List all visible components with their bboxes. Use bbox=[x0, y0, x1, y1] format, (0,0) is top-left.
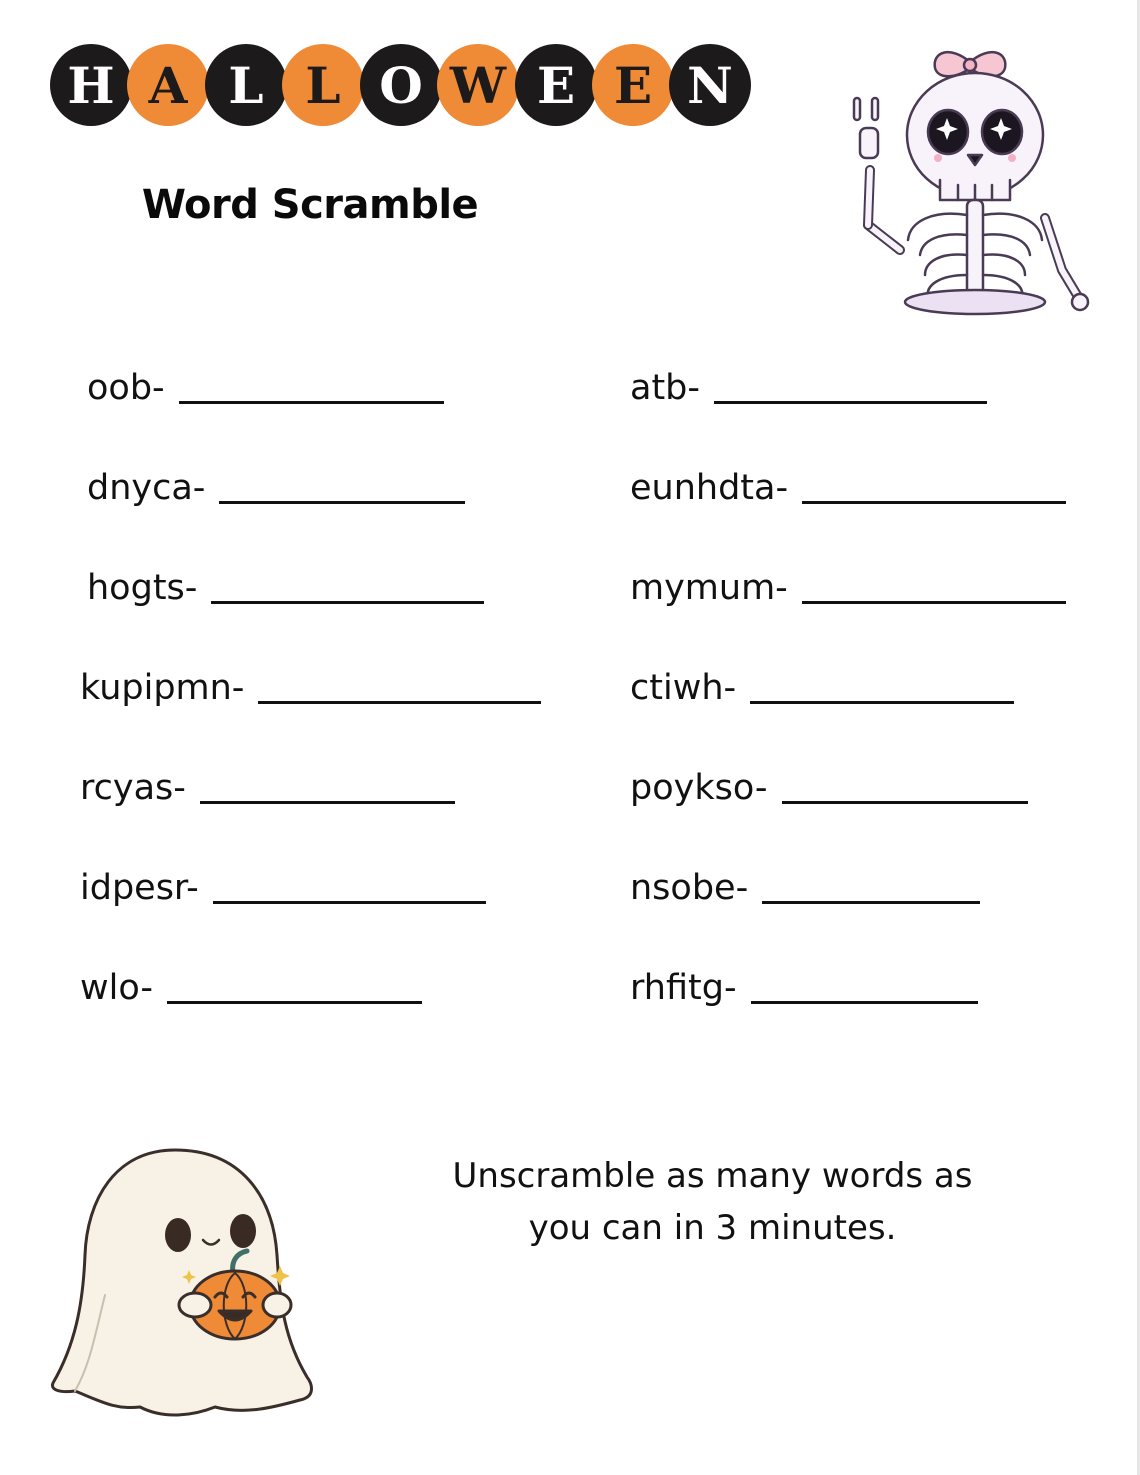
answer-line[interactable] bbox=[802, 601, 1066, 604]
scramble-word: wlo- bbox=[80, 968, 154, 1008]
scramble-word: nsobe- bbox=[630, 868, 749, 908]
title-letter: A bbox=[127, 44, 209, 126]
answer-line[interactable] bbox=[219, 501, 465, 504]
instruction-line: you can in 3 minutes. bbox=[528, 1208, 897, 1248]
scramble-item bbox=[87, 458, 465, 508]
scramble-item bbox=[630, 358, 987, 408]
scramble-word: dnyca- bbox=[87, 468, 206, 508]
scramble-item bbox=[630, 558, 1066, 608]
scramble-word: idpesr- bbox=[80, 868, 199, 908]
title-letter: N bbox=[669, 44, 751, 126]
scramble-item bbox=[87, 558, 484, 608]
title-letter: W bbox=[437, 44, 519, 126]
title-letter: E bbox=[592, 44, 674, 126]
answer-line[interactable] bbox=[802, 501, 1066, 504]
title-letter: E bbox=[515, 44, 597, 126]
answer-line[interactable] bbox=[258, 701, 541, 704]
scramble-word: ctiwh- bbox=[630, 668, 737, 708]
scramble-item bbox=[80, 658, 541, 708]
scramble-item bbox=[80, 858, 486, 908]
scramble-item bbox=[630, 958, 978, 1008]
answer-line[interactable] bbox=[179, 401, 444, 404]
answer-line[interactable] bbox=[200, 801, 455, 804]
scramble-item bbox=[87, 358, 444, 408]
scramble-word: kupipmn- bbox=[80, 668, 245, 708]
scramble-item bbox=[80, 958, 422, 1008]
page-subtitle: Word Scramble bbox=[141, 182, 479, 228]
scramble-word: rcyas- bbox=[80, 768, 186, 808]
scramble-item bbox=[630, 658, 1014, 708]
scramble-word: mymum- bbox=[630, 568, 788, 608]
scramble-item bbox=[630, 858, 980, 908]
scramble-item bbox=[630, 458, 1066, 508]
scramble-word: hogts- bbox=[87, 568, 198, 608]
scramble-word: oob- bbox=[87, 368, 165, 408]
title-letter: L bbox=[282, 44, 364, 126]
answer-line[interactable] bbox=[782, 801, 1028, 804]
halloween-title bbox=[50, 44, 750, 126]
scramble-word: rhfitg- bbox=[630, 968, 737, 1008]
answer-line[interactable] bbox=[714, 401, 987, 404]
scramble-word: atb- bbox=[630, 368, 701, 408]
skeleton-illustration bbox=[840, 40, 1100, 320]
answer-line[interactable] bbox=[213, 901, 486, 904]
answer-line[interactable] bbox=[167, 1001, 422, 1004]
title-letter: O bbox=[360, 44, 442, 126]
title-letter: L bbox=[205, 44, 287, 126]
instructions bbox=[420, 1150, 1005, 1254]
scramble-word: eunhdta- bbox=[630, 468, 789, 508]
scramble-item bbox=[80, 758, 455, 808]
answer-line[interactable] bbox=[211, 601, 484, 604]
scramble-item bbox=[630, 758, 1028, 808]
title-letter: H bbox=[50, 44, 132, 126]
instruction-line: Unscramble as many words as bbox=[452, 1156, 973, 1196]
answer-line[interactable] bbox=[751, 1001, 978, 1004]
answer-line[interactable] bbox=[762, 901, 980, 904]
scramble-word: poykso- bbox=[630, 768, 768, 808]
answer-line[interactable] bbox=[750, 701, 1014, 704]
ghost-with-pumpkin-illustration bbox=[45, 1145, 320, 1425]
